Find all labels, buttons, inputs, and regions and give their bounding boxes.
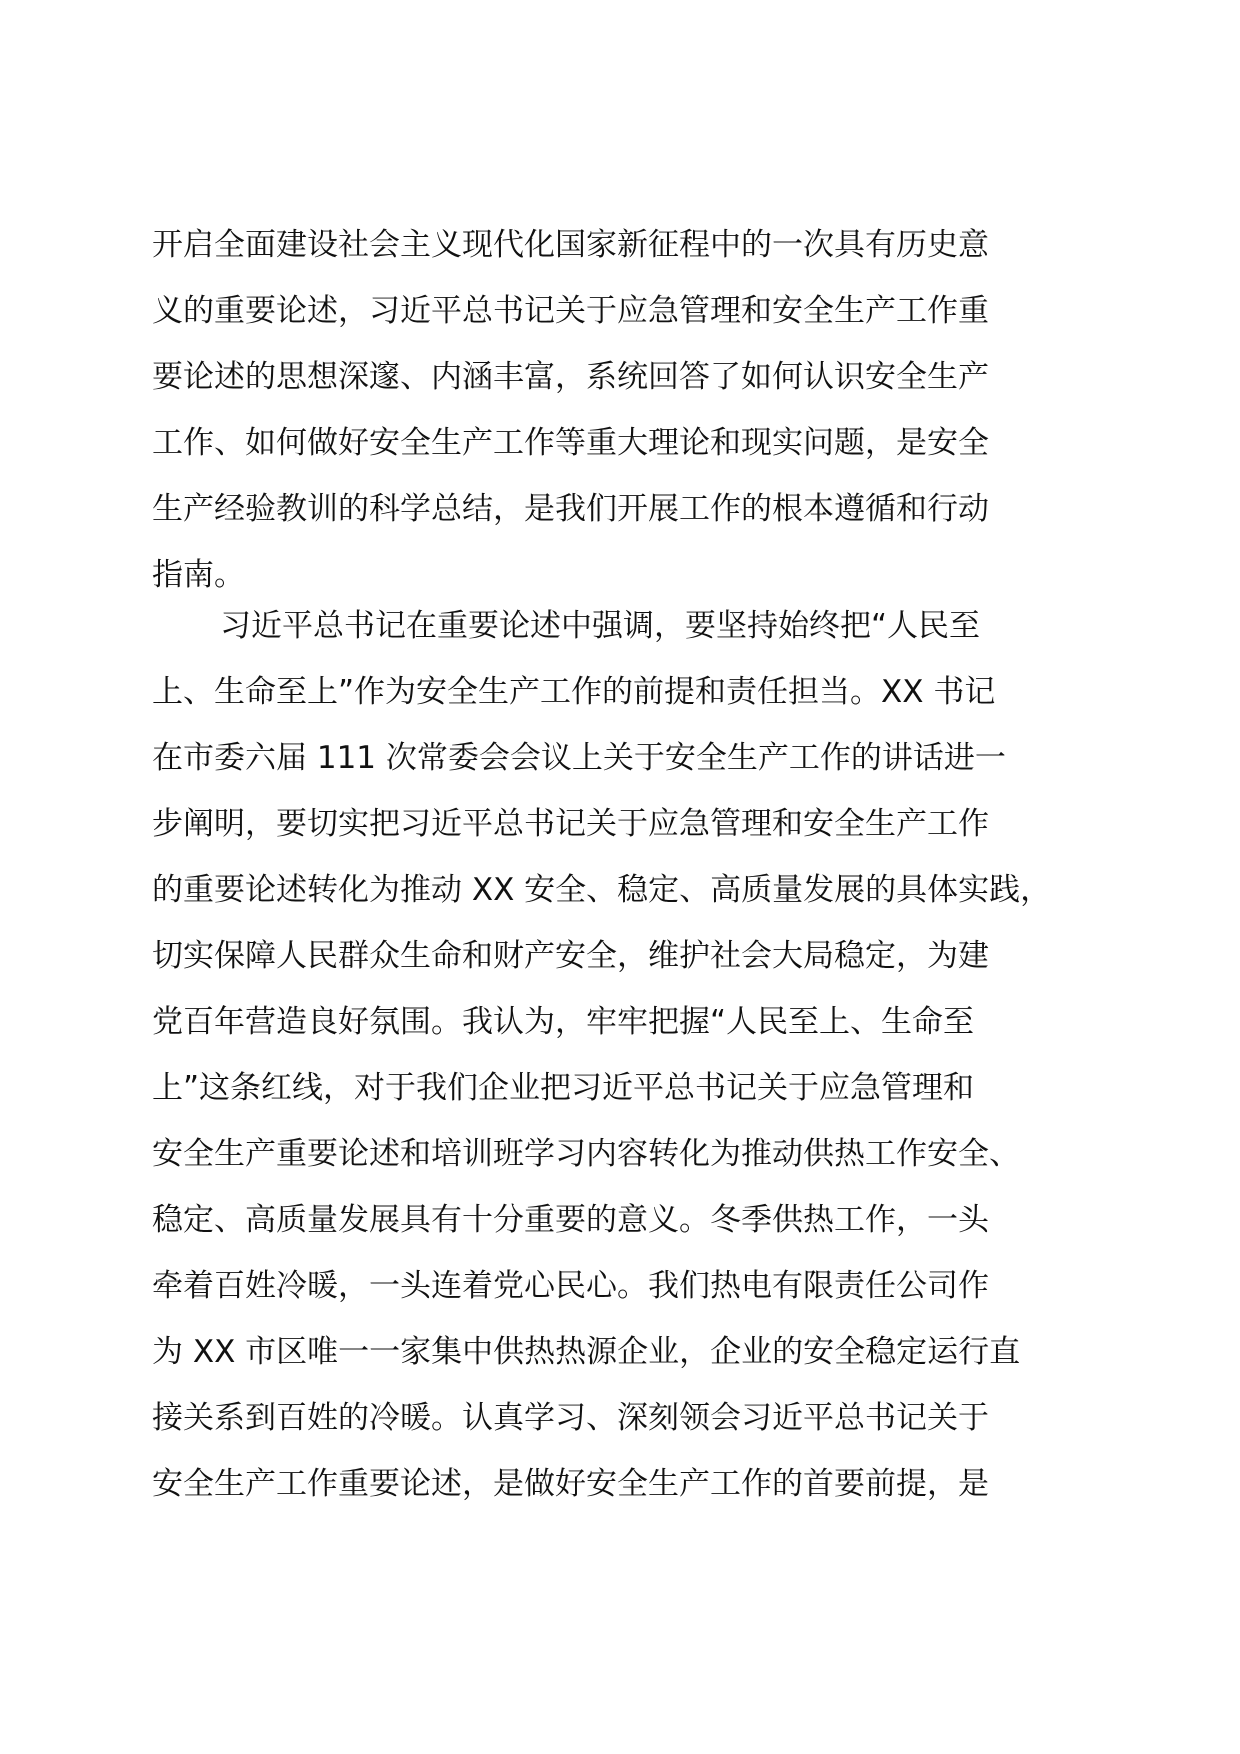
text-line: 牵着百姓冷暖，一头连着党心民心。我们热电有限责任公司作 bbox=[152, 1268, 989, 1304]
paragraph-body bbox=[152, 593, 1102, 1517]
text-line: 指南。 bbox=[152, 557, 245, 593]
text-line-indented: 习近平总书记在重要论述中强调，要坚持始终把“人民至 bbox=[220, 608, 981, 644]
text-line: 工作、如何做好安全生产工作等重大理论和现实问题，是安全 bbox=[152, 425, 989, 461]
text-line: 接关系到百姓的冷暖。认真学习、深刻领会习近平总书记关于 bbox=[152, 1400, 989, 1436]
text-line: 党百年营造良好氛围。我认为，牢牢把握“人民至上、生命至 bbox=[152, 1004, 975, 1040]
text-line: 上”这条红线，对于我们企业把习近平总书记关于应急管理和 bbox=[152, 1070, 975, 1106]
text-line: 安全生产重要论述和培训班学习内容转化为推动供热工作安全、 bbox=[152, 1136, 1020, 1172]
text-line: 切实保障人民群众生命和财产安全，维护社会大局稳定，为建 bbox=[152, 938, 989, 974]
text-line: 上、生命至上”作为安全生产工作的前提和责任担当。XX 书记 bbox=[152, 674, 996, 710]
text-line: 开启全面建设社会主义现代化国家新征程中的一次具有历史意 bbox=[152, 227, 989, 263]
text-line: 稳定、高质量发展具有十分重要的意义。冬季供热工作，一头 bbox=[152, 1202, 989, 1238]
text-line: 为 XX 市区唯一一家集中供热热源企业，企业的安全稳定运行直 bbox=[152, 1334, 1021, 1370]
text-line: 安全生产工作重要论述，是做好安全生产工作的首要前提，是 bbox=[152, 1466, 989, 1502]
text-line: 要论述的思想深邃、内涵丰富，系统回答了如何认识安全生产 bbox=[152, 359, 989, 395]
paragraph-continuation bbox=[152, 212, 1102, 608]
text-line: 义的重要论述，习近平总书记关于应急管理和安全生产工作重 bbox=[152, 293, 989, 329]
text-line: 的重要论述转化为推动 XX 安全、稳定、高质量发展的具体实践， bbox=[152, 872, 1052, 908]
text-line: 在市委六届 111 次常委会会议上关于安全生产工作的讲话进一 bbox=[152, 740, 1006, 776]
text-line: 生产经验教训的科学总结，是我们开展工作的根本遵循和行动 bbox=[152, 491, 989, 527]
text-line: 步阐明，要切实把习近平总书记关于应急管理和安全生产工作 bbox=[152, 806, 989, 842]
